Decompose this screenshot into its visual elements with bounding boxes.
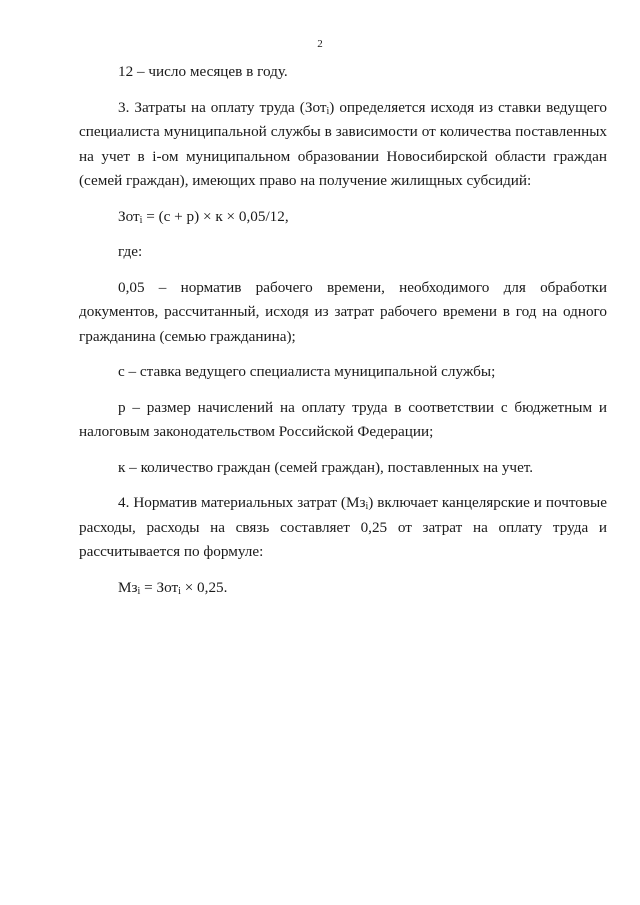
text-segment: = (с + р) × к × 0,05/12,	[142, 207, 289, 225]
text-segment: × 0,25.	[180, 578, 228, 596]
subscript: i	[139, 214, 143, 226]
text-segment: = Зот	[140, 578, 179, 596]
paragraph-months: 12 – число месяцев в году.	[118, 63, 288, 80]
paragraph-material-costs	[79, 491, 607, 565]
text-segment: 3. Затраты на оплату труда (Зот	[118, 98, 327, 116]
paragraph-accruals: р – размер начислений на оплату труда в соответствии с бюджетным и налоговым законодательством Российской Федерации;	[79, 398, 607, 440]
paragraph-norm-time: 0,05 – норматив рабочего времени, необходимого для обработки документов, рассчитанный, исходя из затрат рабочего времени в год на одного гражданина (семью гражданина);	[79, 278, 607, 345]
paragraph-labor-costs	[79, 96, 607, 194]
subscript: i	[137, 585, 141, 597]
subscript: i	[178, 585, 181, 597]
formula-material	[79, 576, 607, 601]
paragraph-rate: с – ставка ведущего специалиста муниципальной службы;	[118, 363, 496, 380]
formula-labor	[79, 205, 607, 230]
paragraph-where: где:	[118, 243, 143, 260]
text-segment: Мз	[118, 578, 138, 596]
text-segment: 4. Норматив материальных затрат (Мз	[118, 494, 366, 511]
document-body	[79, 60, 607, 600]
subscript: i	[326, 105, 330, 117]
paragraph-count: к – количество граждан (семей граждан), поставленных на учет.	[118, 458, 534, 476]
text-segment: Зот	[118, 207, 140, 225]
page-number: 2	[317, 38, 323, 50]
subscript: i	[365, 501, 369, 512]
text-segment: ) определяется исходя из ставки ведущего специалиста муниципальной службы в зависимости от количества поставленных на учет в i-ом муниципальном образовании Новосибирской области граждан (семей граждан), имеющих право на получение жилищных субсидий:	[79, 98, 607, 189]
text-segment: ) включает канцелярские и почтовые расходы, расходы на связь составляет 0,25 от затрат на оплату труда и рассчитывается по формуле:	[79, 494, 607, 560]
